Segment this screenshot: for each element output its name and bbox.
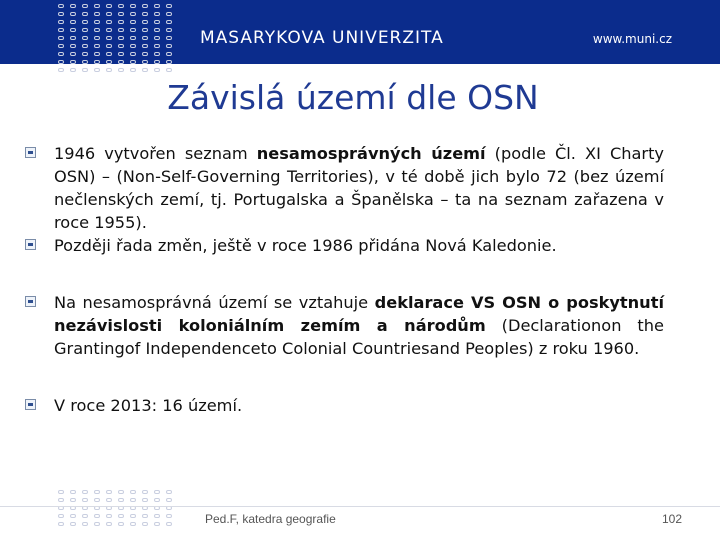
decorative-dot [106, 52, 112, 56]
bullet-text-bold: nesamosprávných území [256, 144, 486, 163]
bullet-item [24, 394, 664, 417]
decorative-dot [118, 44, 124, 48]
decorative-dot [82, 68, 88, 72]
decorative-dot [70, 36, 76, 40]
bullet-text-part: Na nesamosprávná území se vztahuje [54, 293, 375, 312]
decorative-dot [58, 52, 64, 56]
bullet-item [24, 234, 664, 257]
decorative-dot [82, 44, 88, 48]
bullet-item [24, 291, 664, 360]
bullet-icon [25, 147, 36, 158]
bullet-item [24, 142, 664, 234]
decorative-dot [58, 20, 64, 24]
decorative-dot [166, 4, 172, 8]
decorative-dot [154, 36, 160, 40]
decorative-dot [142, 12, 148, 16]
decorative-dot [82, 490, 88, 494]
decorative-dot [130, 498, 136, 502]
decorative-dot [118, 60, 124, 64]
decorative-dot [118, 28, 124, 32]
decorative-dot [70, 4, 76, 8]
decorative-dot [94, 4, 100, 8]
decorative-dot [130, 4, 136, 8]
decorative-dot [94, 490, 100, 494]
decorative-dot [166, 28, 172, 32]
page-number: 102 [661, 512, 682, 526]
decorative-dot [82, 52, 88, 56]
decorative-dot [82, 498, 88, 502]
decorative-dot [118, 490, 124, 494]
decorative-dot [94, 44, 100, 48]
decorative-dot [106, 498, 112, 502]
decorative-dot [130, 68, 136, 72]
decorative-dot [58, 4, 64, 8]
decorative-dot [94, 60, 100, 64]
decorative-dot [118, 12, 124, 16]
decorative-dot [94, 498, 100, 502]
decorative-dot [70, 68, 76, 72]
decorative-dot [154, 20, 160, 24]
decorative-dot [58, 28, 64, 32]
decorative-dot [94, 36, 100, 40]
decorative-dot [70, 52, 76, 56]
decorative-dot [82, 20, 88, 24]
footer [0, 506, 720, 541]
decorative-dot [70, 28, 76, 32]
decorative-dot [106, 490, 112, 494]
decorative-dot [130, 20, 136, 24]
decorative-dot [70, 12, 76, 16]
university-name: MASARYKOVA UNIVERZITA [200, 28, 444, 48]
university-url: www.muni.cz [592, 32, 672, 46]
decorative-dot [142, 60, 148, 64]
decorative-dot [82, 60, 88, 64]
footer-text: Ped.F, katedra geografie [205, 512, 336, 526]
decorative-dot [118, 498, 124, 502]
decorative-dot [106, 44, 112, 48]
decorative-dot [142, 20, 148, 24]
decorative-dot [142, 28, 148, 32]
decorative-dot [166, 68, 172, 72]
decorative-dot [58, 68, 64, 72]
slide-title: Závislá území dle OSN [167, 78, 539, 117]
decorative-dot [70, 498, 76, 502]
decorative-dot [94, 28, 100, 32]
decorative-dot [58, 490, 64, 494]
bullet-text-part: V roce 2013: 16 území. [54, 396, 243, 415]
bullet-text-part: (podle Čl. XI Charty OSN) – (Non-Self-Governing Territories), v té době jich bylo 72 (bez území nečlenských zemí, tj. Portugalska a Španělska – ta na seznam zařazena v roce 1955). [54, 144, 665, 232]
decorative-dot-pattern [0, 0, 190, 80]
decorative-dot [166, 12, 172, 16]
decorative-dot [70, 20, 76, 24]
decorative-dot [142, 52, 148, 56]
decorative-dot [154, 44, 160, 48]
decorative-dot [142, 36, 148, 40]
decorative-dot [130, 12, 136, 16]
decorative-dot [130, 44, 136, 48]
decorative-dot [166, 498, 172, 502]
decorative-dot [130, 490, 136, 494]
decorative-dot [166, 44, 172, 48]
decorative-dot [118, 68, 124, 72]
decorative-dot [118, 4, 124, 8]
bullet-icon [25, 399, 36, 410]
decorative-dot [94, 20, 100, 24]
decorative-dot [106, 12, 112, 16]
decorative-dot [130, 36, 136, 40]
decorative-dot [154, 60, 160, 64]
decorative-dot [166, 36, 172, 40]
bullet-icon [25, 239, 36, 250]
decorative-dot [154, 498, 160, 502]
bullet-text-part: Později řada změn, ještě v roce 1986 přidána Nová Kaledonie. [54, 236, 557, 255]
decorative-dot [58, 44, 64, 48]
decorative-dot [70, 490, 76, 494]
decorative-dot [106, 68, 112, 72]
decorative-dot [106, 60, 112, 64]
decorative-dot [130, 60, 136, 64]
decorative-dot [166, 52, 172, 56]
bullet-text-part: 1946 vytvořen seznam [54, 144, 257, 163]
decorative-dot [58, 36, 64, 40]
slide-content [24, 142, 664, 417]
decorative-dot [106, 20, 112, 24]
decorative-dot [154, 4, 160, 8]
decorative-dot [154, 12, 160, 16]
decorative-dot [82, 28, 88, 32]
decorative-dot [94, 68, 100, 72]
decorative-dot [118, 52, 124, 56]
decorative-dot [82, 4, 88, 8]
decorative-dot [58, 498, 64, 502]
decorative-dot [94, 52, 100, 56]
decorative-dot [106, 28, 112, 32]
decorative-dot [130, 52, 136, 56]
decorative-dot [118, 20, 124, 24]
decorative-dot [142, 44, 148, 48]
decorative-dot [106, 4, 112, 8]
decorative-dot [70, 44, 76, 48]
decorative-dot [154, 28, 160, 32]
decorative-dot [106, 36, 112, 40]
bullet-text-part: (Declarationon the Grantingof Independenceto Colonial Countriesand Peoples) z roku 1960. [54, 316, 664, 358]
decorative-dot [58, 60, 64, 64]
decorative-dot [94, 12, 100, 16]
decorative-dot [166, 490, 172, 494]
decorative-dot [166, 20, 172, 24]
decorative-dot [130, 28, 136, 32]
bullet-text-bold: deklarace VS OSN o poskytnutí nezávislosti koloniálním zemím a národům [54, 293, 664, 335]
decorative-dot [142, 4, 148, 8]
decorative-dot [58, 12, 64, 16]
decorative-dot [142, 68, 148, 72]
decorative-dot [82, 12, 88, 16]
decorative-dot [70, 60, 76, 64]
decorative-dot [154, 68, 160, 72]
decorative-dot [142, 498, 148, 502]
decorative-dot [142, 490, 148, 494]
decorative-dot [154, 52, 160, 56]
decorative-dot [82, 36, 88, 40]
decorative-dot [118, 36, 124, 40]
decorative-dot [166, 60, 172, 64]
decorative-dot [154, 490, 160, 494]
bullet-icon [25, 296, 36, 307]
